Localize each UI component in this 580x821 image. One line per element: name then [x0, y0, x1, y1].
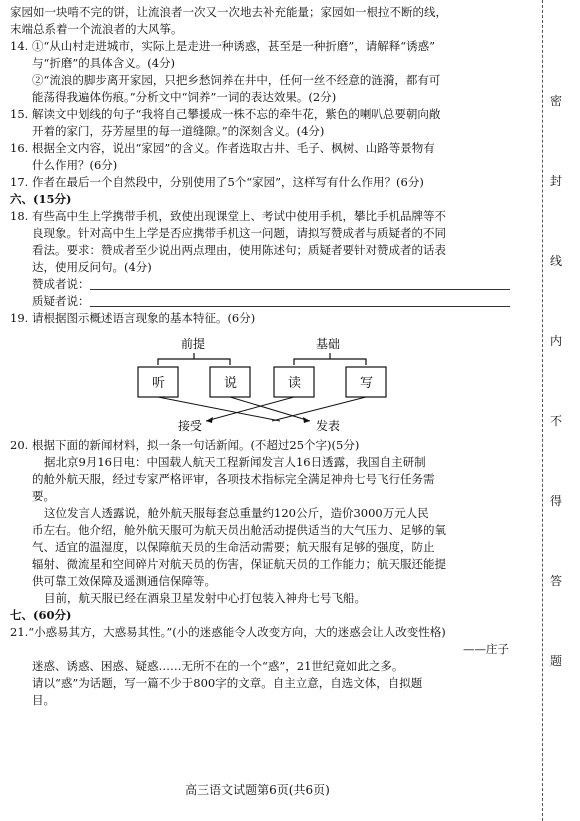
- news-line: 币左右。他介绍，舱外航天服可为航天员出舱活动提供适当的大气压力、足够的氧: [32, 523, 446, 537]
- text-line: 达，使用反问句。(4分): [32, 260, 152, 274]
- language-diagram: [10, 329, 515, 433]
- arrow-head: [206, 417, 213, 423]
- arrow-head: [303, 417, 310, 423]
- question-18: 18. 有些高中生上学携带手机，致使出现课堂上、考试中使用手机，攀比手机品牌等不: [10, 209, 446, 223]
- text-line: ②“流浪的脚步离开家园，只把乡愁饲养在井中，任何一丝不经意的涟漪，都有可: [32, 73, 441, 87]
- text-line: 良现象。针对高中生上学是否应携带手机这一问题，请拟写赞成者与质疑者的不同: [32, 226, 446, 240]
- connector-line: [230, 397, 310, 421]
- label-listen: 听: [152, 376, 166, 391]
- answer-label: 质疑者说：: [32, 294, 90, 308]
- news-line: 气、适宜的温湿度，以保障航天员的生命活动需要；航天服有足够的强度，防止: [32, 540, 435, 554]
- seal-char: 得: [550, 494, 563, 508]
- prompt-line: 目。: [32, 693, 55, 707]
- section-7-heading: 七、(60分): [10, 608, 72, 622]
- label-speak: 说: [224, 376, 238, 391]
- prompt-line: 迷惑、诱惑、困惑、疑惑……无所不在的一个“惑”，21世纪竟如此之多。: [32, 659, 404, 673]
- seal-char: 封: [550, 174, 563, 188]
- seal-line-margin: [542, 0, 578, 821]
- answer-line-supporter[interactable]: [10, 276, 515, 293]
- text-line: 家园如一块啃不完的饼，让流浪者一次又一次地去补充能量；家园如一根拉不断的线，: [10, 5, 447, 19]
- label-receive: 接受: [178, 419, 203, 433]
- bracket-foundation: [294, 359, 366, 365]
- seal-char: 题: [550, 654, 563, 668]
- seal-char: 内: [550, 334, 563, 348]
- answer-label: 赞成者说：: [32, 277, 90, 291]
- section-6-heading: 六、(15分): [10, 192, 72, 206]
- label-write: 写: [360, 376, 374, 391]
- news-line: 目前，航天服已经在酒泉卫星发射中心打包装入神舟七号飞船。: [44, 591, 366, 605]
- label-foundation: 基础: [316, 337, 341, 351]
- seal-char: 线: [550, 254, 563, 268]
- question-20: 20. 根据下面的新闻材料，拟一条一句话新闻。(不超过25个字)(5分): [10, 438, 360, 452]
- news-line: 这位发言人透露说，舱外航天服每套总重量约120公斤，造价3000万元人民: [44, 506, 429, 520]
- page-footer: 高三语文试题第6页(共6页): [185, 783, 330, 797]
- label-read: 读: [288, 376, 302, 391]
- question-21: 21.“小惑易其方，大惑易其性。”(小的迷惑能令人改变方向，大的迷惑会让人改变性格): [10, 625, 446, 639]
- prompt-line: 请以“惑”为话题，写一篇不少于800字的文章。自主立意，自选文体，自拟题: [32, 676, 423, 690]
- text-line: 与“折磨”的具体含义。(4分): [32, 56, 176, 70]
- news-line: 据北京9月16日电：中国载人航天工程新闻发言人16日透露，我国自主研制: [44, 455, 426, 469]
- seal-dashed-line: [542, 0, 543, 821]
- answer-line-questioner[interactable]: [10, 293, 515, 310]
- text-line: 开着的家门，芬芳屋里的每一道缝隙。”的深刻含义。(4分): [32, 124, 325, 138]
- question-16: 16. 根据全文内容，说出“家园”的含义。作者选取古井、毛子、枫树、山路等景物有: [10, 141, 435, 155]
- question-15: 15. 解读文中划线的句子“我将自己攀援成一株不忘的牵牛花，紫色的喇叭总要朝向敞: [10, 107, 441, 121]
- news-line: 辐射、微流星和空间碎片对航天员的伤害，保证航天员的工作能力；航天服还能提: [32, 557, 446, 571]
- news-line: 的舱外航天服，经过专家严格评审，各项技术指标完全满足神舟七号飞行任务需: [32, 472, 435, 486]
- connector-line: [272, 397, 366, 421]
- question-19: 19. 请根据图示概述语言现象的基本特征。(6分): [10, 311, 256, 325]
- answer-blank[interactable]: [90, 277, 510, 290]
- diagram-svg: [10, 329, 515, 433]
- seal-char: 不: [550, 414, 563, 428]
- question-17: 17. 作者在最后一个自然段中，分别使用了5个“家园”，这样写有什么作用？(6分): [10, 175, 424, 189]
- seal-char: 答: [550, 574, 563, 588]
- text-line: 什么作用？(6分): [32, 158, 118, 172]
- label-publish: 发表: [316, 419, 341, 433]
- label-premise: 前提: [181, 337, 206, 351]
- text-line: 能荡得我遍体伤痕。”分析文中“饲养”一词的表达效果。(2分): [32, 90, 337, 104]
- seal-char: 密: [550, 94, 563, 108]
- quote-attribution: ——庄子: [463, 642, 509, 656]
- exam-content: [10, 4, 515, 709]
- text-line: 看法。要求：赞成者至少说出两点理由，使用陈述句；质疑者要针对赞成者的话表: [32, 243, 446, 257]
- news-line: 供可靠工效保障及遥测通信保障等。: [32, 574, 216, 588]
- answer-blank[interactable]: [90, 294, 510, 307]
- text-line: 末端总系着一个流浪者的大风筝。: [10, 22, 183, 36]
- bracket-premise: [158, 359, 230, 365]
- news-line: 要。: [32, 489, 55, 503]
- question-14: 14. ①“从山村走进城市，实际上是走进一种诱惑，甚至是一种折磨”，请解释“诱惑”: [10, 39, 435, 53]
